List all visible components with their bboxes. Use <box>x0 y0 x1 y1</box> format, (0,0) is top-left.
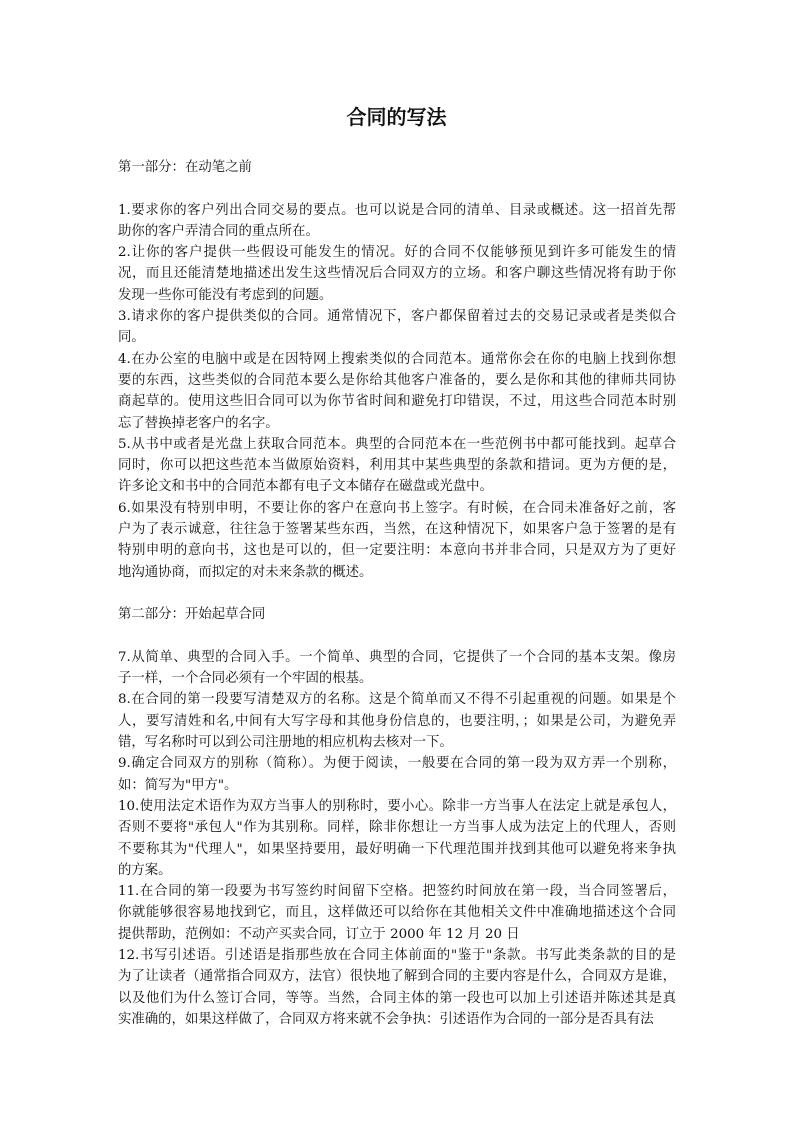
text-line: 6.如果没有特别申明，不要让你的客户在意向书上签字。有时候，在合同未准备好之前，客 <box>118 500 676 516</box>
text-line: 地沟通协商，而拟定的对未来条款的概述。 <box>118 564 373 580</box>
text-line: 要的东西，这些类似的合同范本要么是你给其他客户准备的，要么是你和其他的律师共同协 <box>118 372 676 388</box>
paragraph <box>118 306 676 349</box>
blank-line <box>118 178 676 199</box>
text-line: 第二部分：开始起草合同 <box>118 607 266 623</box>
paragraph <box>118 689 676 753</box>
text-line: 错，写名称时可以到公司注册地的相应机构去核对一下。 <box>118 735 453 751</box>
text-line: 2.让你的客户提供一些假设可能发生的情况。好的合同不仅能够预见到许多可能发生的情 <box>118 245 676 261</box>
text-line: 以及他们为什么签订合同，等等。当然，合同主体的第一段也可以加上引述语并陈述其是真 <box>118 990 676 1006</box>
text-line: 否则不要将"承包人"作为其别称。同样，除非你想让一方当事人成为法定上的代理人，否则 <box>118 820 676 836</box>
text-line: 7.从简单、典型的合同入手。一个简单、典型的合同，它提供了一个合同的基本支架。像房 <box>118 649 676 665</box>
section-heading <box>118 157 676 178</box>
text-line: 5.从书中或者是光盘上获取合同范本。典型的合同范本在一些范例书中都可能找到。起草合 <box>118 436 676 452</box>
text-line: 特别申明的意向书，这也是可以的，但一定要注明：本意向书并非合同，只是双方为了更好 <box>118 543 676 559</box>
text-line: 子一样，一个合同必须有一个牢固的根基。 <box>118 671 373 687</box>
text-line: 同时，你可以把这些范本当做原始资料，利用其中某些典型的条款和措词。更为方便的是， <box>118 458 676 474</box>
text-line: 为了让读者（通常指合同双方，法官）很快地了解到合同的主要内容是什么，合同双方是谁， <box>118 969 676 985</box>
text-line: 不要称其为"代理人"，如果坚持要用，最好明确一下代理范围并找到其他可以避免将来争执 <box>118 841 676 857</box>
paragraph <box>118 349 676 434</box>
text-line: 8.在合同的第一段要写清楚双方的名称。这是个简单而又不得不引起重视的问题。如果是个 <box>118 692 676 708</box>
document-body <box>118 157 676 1030</box>
paragraph <box>118 200 676 243</box>
text-line: 忘了替换掉老客户的名字。 <box>118 415 279 431</box>
text-line: 人，要写清姓和名,中间有大写字母和其他身份信息的，也要注明，；如果是公司，为避免弄 <box>118 713 676 729</box>
text-line: 3.请求你的客户提供类似的合同。通常情况下，客户都保留着过去的交易记录或者是类似合 <box>118 309 676 325</box>
text-line: 9.确定合同双方的别称（简称）。为便于阅读，一般要在合同的第一段为双方弄一个别称， <box>118 756 676 772</box>
text-line: 况，而且还能清楚地描述出发生这些情况后合同双方的立场。和客户聊这些情况将有助于你 <box>118 266 676 282</box>
text-line: 11.在合同的第一段要为书写签约时间留下空格。把签约时间放在第一段，当合同签署后， <box>118 884 676 900</box>
text-line: 许多论文和书中的合同范本都有电子文本储存在磁盘或光盘中。 <box>118 479 493 495</box>
text-line: 第一部分：在动笔之前 <box>118 160 252 175</box>
text-line: 4.在办公室的电脑中或是在因特网上搜索类似的合同范本。通常你会在你的电脑上找到你想 <box>118 351 676 367</box>
text-line: 如：简写为"甲方"。 <box>118 777 238 793</box>
paragraph <box>118 434 676 498</box>
paragraph <box>118 881 676 945</box>
section-heading <box>118 604 676 625</box>
text-line: 提供帮助，范例如：不动产买卖合同，订立于 2000 年 12 月 20 日 <box>118 926 520 942</box>
text-line: 同。 <box>118 330 145 346</box>
paragraph <box>118 242 676 306</box>
blank-line <box>118 626 676 647</box>
paragraph <box>118 945 676 1030</box>
blank-line <box>118 583 676 604</box>
paragraph <box>118 753 676 796</box>
text-line: 商起草的。使用这些旧合同可以为你节省时间和避免打印错误，不过，用这些合同范本时别 <box>118 394 676 410</box>
paragraph <box>118 498 676 583</box>
paragraph <box>118 647 676 690</box>
text-line: 12.书写引述语。引述语是指那些放在合同主体前面的"鉴于"条款。书写此类条款的目的是 <box>118 947 676 963</box>
text-line: 户为了表示诚意，往往急于签署某些东西，当然，在这种情况下，如果客户急于签署的是有 <box>118 522 676 538</box>
page-title: 合同的写法 <box>346 105 447 129</box>
text-line: 发现一些你可能没有考虑到的问题。 <box>118 287 333 303</box>
text-line: 实准确的，如果这样做了，合同双方将来就不会争执：引述语作为合同的一部分是否具有法 <box>118 1011 654 1027</box>
text-line: 1.要求你的客户列出合同交易的要点。也可以说是合同的清单、目录或概述。这一招首先帮 <box>118 202 676 218</box>
text-line: 10.使用法定术语作为双方当事人的别称时，要小心。除非一方当事人在法定上就是承包人， <box>118 798 676 814</box>
text-line: 助你的客户弄清合同的重点所在。 <box>118 223 319 239</box>
text-line: 你就能够很容易地找到它，而且，这样做还可以给你在其他相关文件中准确地描述这个合同 <box>118 905 676 921</box>
text-line: 的方案。 <box>118 862 172 878</box>
paragraph <box>118 796 676 881</box>
